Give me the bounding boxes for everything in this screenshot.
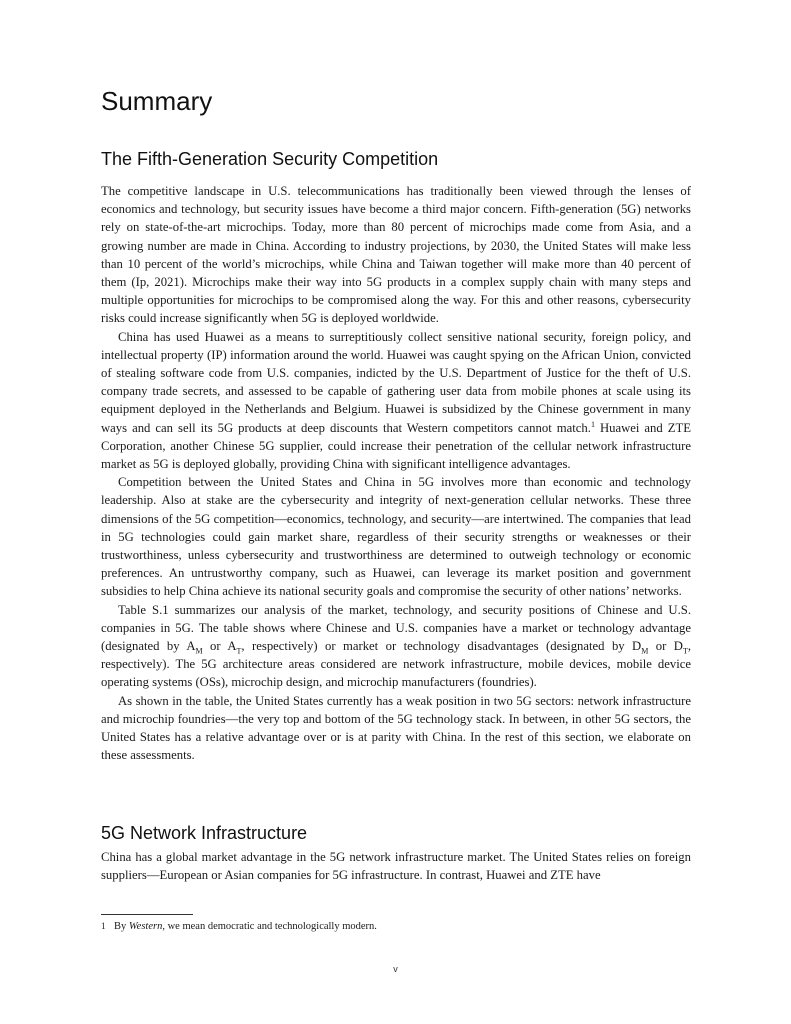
paragraph: As shown in the table, the United States currently has a weak position in two 5G sectors: network infrastructure and microchip foundries—the very top and bottom of the 5G technology stack. In between, in other 5G sectors, the United States has a relative advantage over or is at parity with China. In the rest of this section, we elaborate on these assessments. [101, 693, 691, 763]
section-body-network-infrastructure [101, 848, 691, 884]
section-heading-network-infrastructure: 5G Network Infrastructure [101, 823, 308, 843]
paragraph: China has used Huawei as a means to surreptitiously collect sensitive national security, foreign policy, and intellectual property (IP) information around the world. Huawei was caught spying on the African Union, convicted of stealing software code from U.S. companies, indicted by the U.S. Department of Justice for the theft of U.S. company trade secrets, and assessed to be capable of gathering user data from mobile phones at scale using its equipment deployed in the Netherlands and Belgium. Huawei is subsidized by the Chinese government in many ways and can sell its 5G products at deep discounts that Western competitors cannot match.$^1$ Huawei and ZTE Corporation, another Chinese 5G supplier, could increase their penetration of the cellular network infrastructure market as 5G is deployed globally, providing China with significant intelligence advantages. [101, 329, 691, 472]
footnote-number: 1 [101, 921, 106, 931]
page-title: Summary [101, 86, 213, 116]
paragraph: China has a global market advantage in the 5G network infrastructure market. The United States relies on foreign suppliers—European or Asian companies for 5G infrastructure. In contrast, Huawei and ZTE have [101, 850, 691, 883]
paragraph: Competition between the United States and China in 5G involves more than economic and technology leadership. Also at stake are the cybersecurity and integrity of next-generation cellular networks. These three dimensions of the 5G competition—economics, technology, and security—are intertwined. The companies that lead in 5G technologies could gain market share, regardless of their security strengths or weaknesses or their trustworthiness, unless cybersecurity and trustworthiness are determined to outweigh technology or economic preferences. An untrustworthy company, such as Huawei, can leverage its market position and government subsidies to help China achieve its national security goals and compromise the security of other nations’ networks. [101, 475, 691, 599]
section-heading-5g-security: The Fifth-Generation Security Competition [101, 149, 439, 169]
paragraph: The competitive landscape in U.S. telecommunications has traditionally been viewed through the lenses of economics and technology, but security issues have become a third major concern. Fifth-generation (5G) networks rely on state-of-the-art microchips. Today, more than 80 percent of microchips made come from Asia, and a growing number are made in China. According to industry projections, by 2030, the United States will make less than 10 percent of the world’s microchips, while China and Taiwan together will make more than 40 percent of them (Ip, 2021). Microchips make their way into 5G products in a complex supply chain with many steps and multiple opportunities for microchips to be compromised along the way. For this and other reasons, cybersecurity risks could increase significantly when 5G is deployed worldwide. [101, 184, 691, 326]
paragraph: Table S.1 summarizes our analysis of the market, technology, and security positions of Chinese and U.S. companies in 5G. The table shows where Chinese and U.S. companies have a market or technology advantage (designated by $A_M$ or $A_T$, respectively) or market or technology disadvantages (designated by $D_M$ or $D_T$, respectively). The 5G architecture areas considered are network infrastructure, mobile devices, mobile device operating systems (OSs), microchip design, and microchip manufacturers (foundries). [101, 602, 692, 690]
footnote-reference[interactable]: 1 [590, 419, 595, 429]
page-number: v [393, 964, 398, 974]
footnote: 1 By Western, we mean democratic and technologically modern. [101, 921, 377, 932]
section-body-5g-security [101, 182, 691, 765]
footnote-divider [101, 914, 193, 915]
